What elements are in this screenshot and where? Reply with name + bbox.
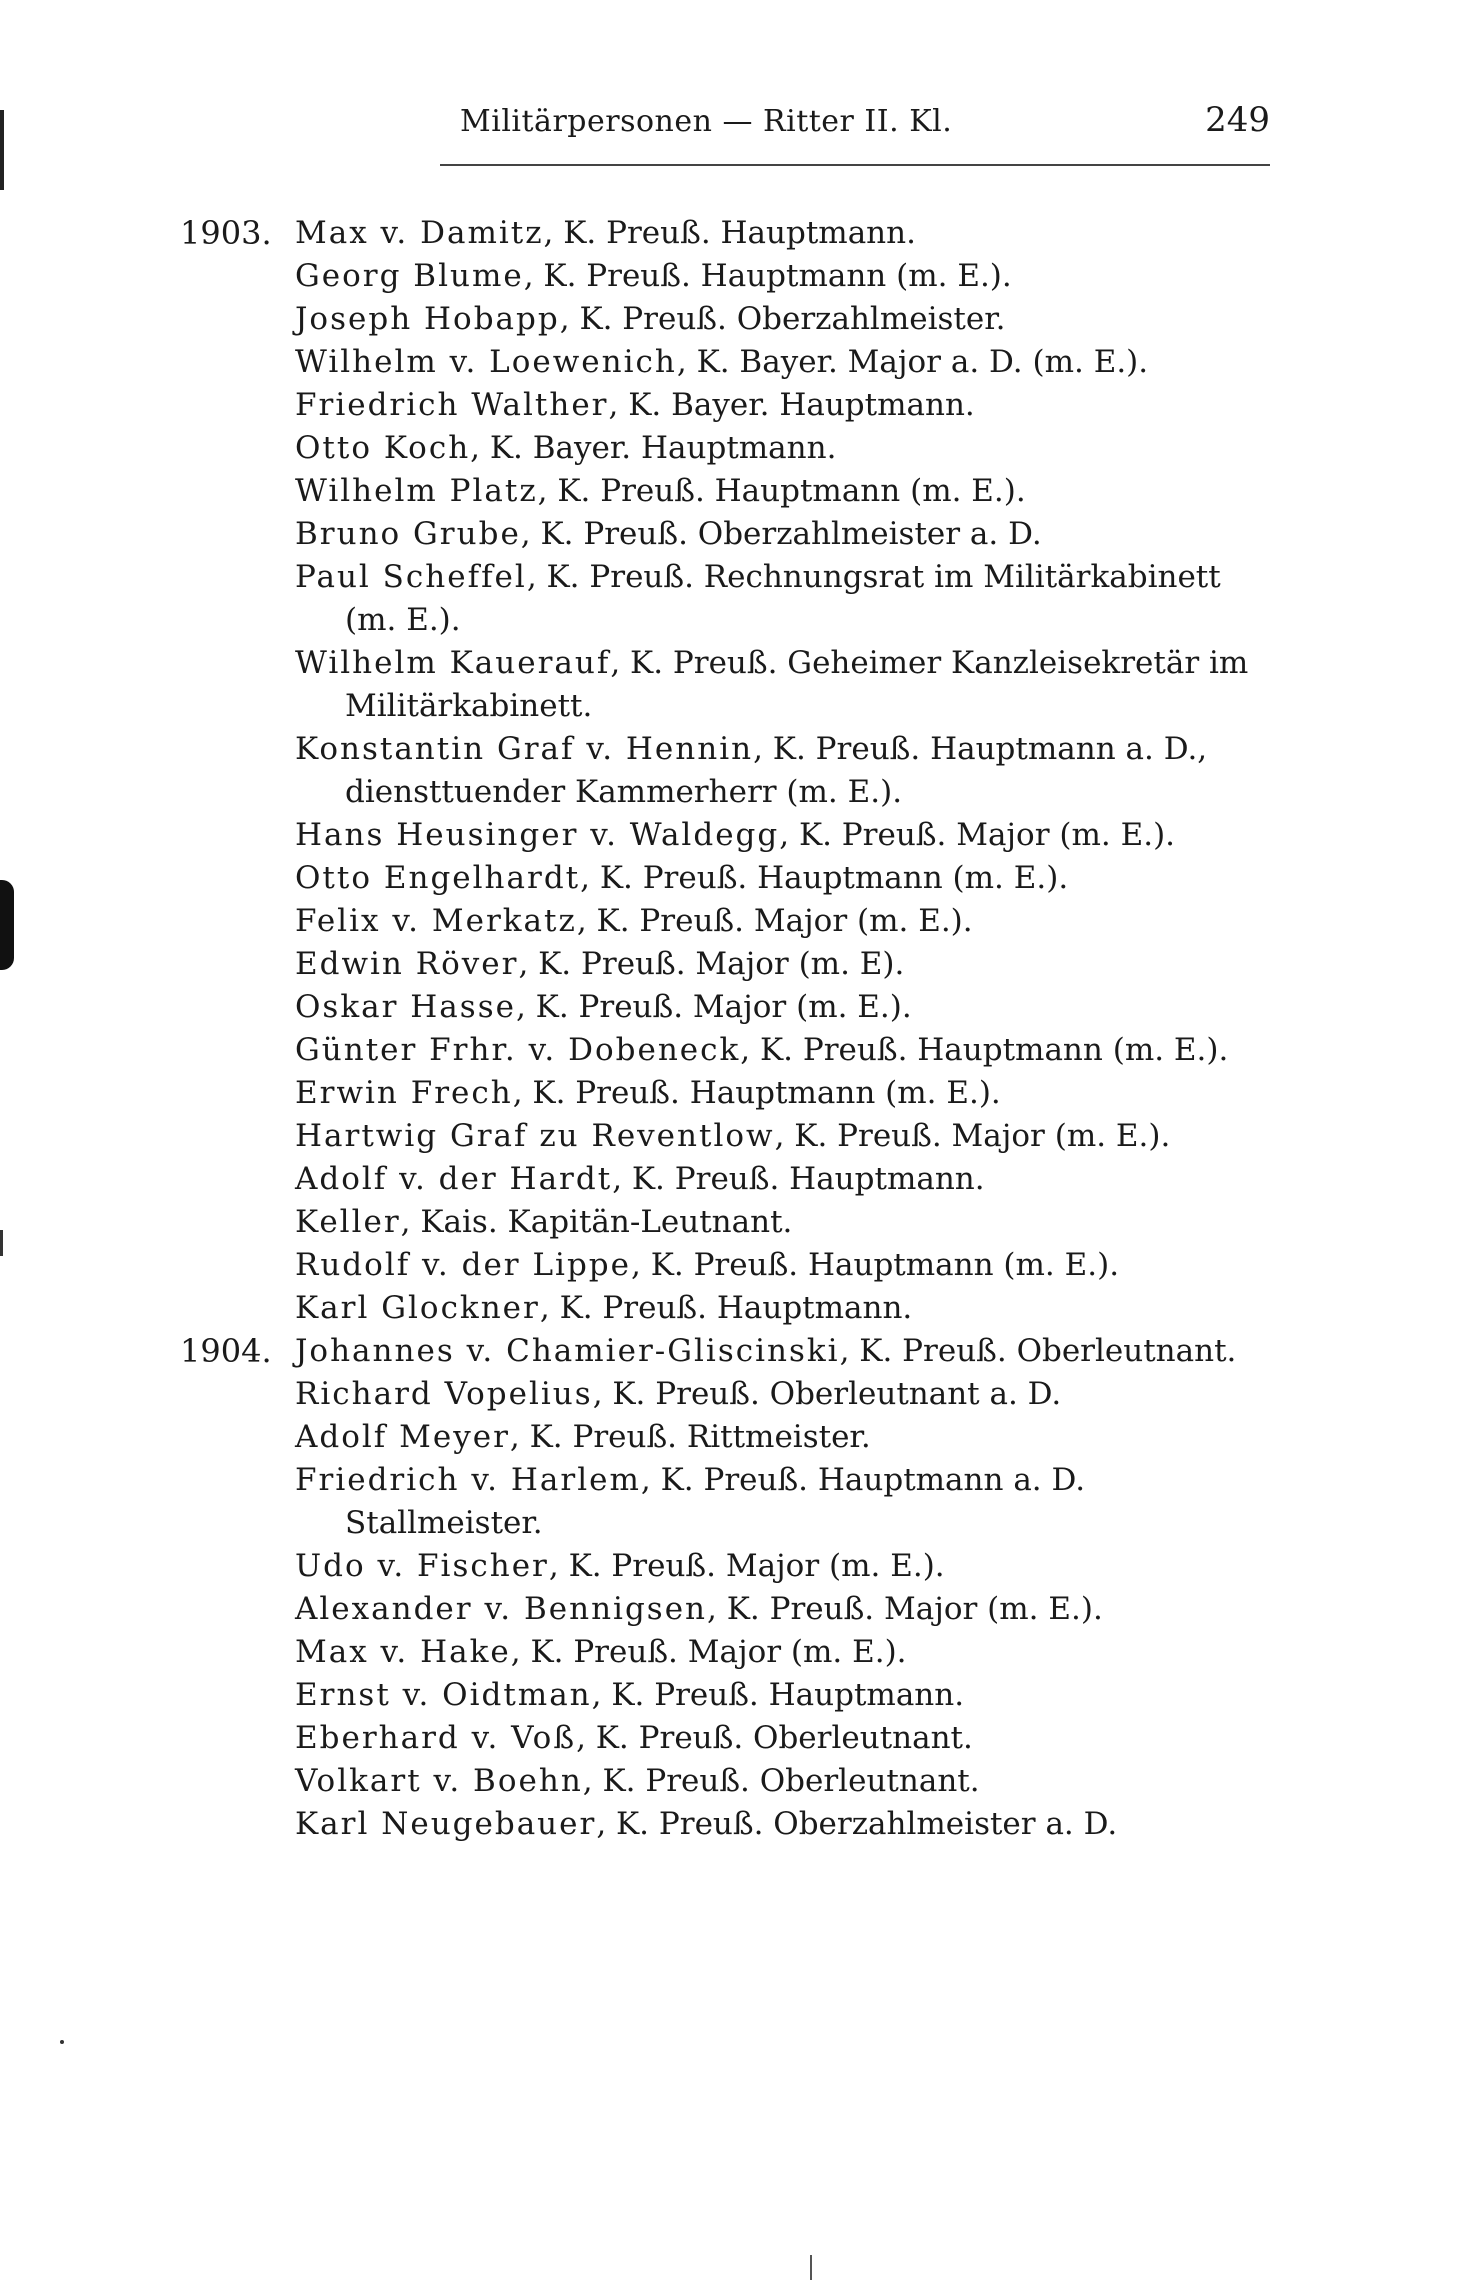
list-item <box>295 1760 1270 1803</box>
list-item <box>295 556 1270 642</box>
list-item <box>295 1244 1270 1287</box>
person-name: Volkart v. Boehn <box>295 1763 583 1799</box>
person-title: , K. Preuß. Major (m. E.). <box>774 1118 1171 1154</box>
person-name: Wilhelm v. Loewenich <box>295 344 677 380</box>
list-item <box>295 384 1270 427</box>
person-name: Friedrich v. Harlem <box>295 1462 641 1498</box>
person-title: , K. Preuß. Oberleutnant a. D. <box>592 1376 1062 1412</box>
person-name: Oskar Hasse <box>295 989 516 1025</box>
scan-ink-blot <box>0 880 14 970</box>
person-name: Adolf v. der Hardt <box>295 1161 613 1197</box>
person-name: Bruno Grube <box>295 516 521 552</box>
person-title: , Kais. Kapitän-Leutnant. <box>400 1204 793 1240</box>
person-name: Keller <box>295 1204 401 1240</box>
person-name: Paul Scheffel <box>295 559 527 595</box>
list-item <box>295 1158 1270 1201</box>
person-title: , K. Preuß. Hauptmann (m. E.). <box>580 860 1069 896</box>
person-title: , K. Preuß. Major (m. E.). <box>576 903 973 939</box>
person-name: Friedrich Walther <box>295 387 609 423</box>
year-label: 1903. <box>180 214 272 252</box>
person-name: Edwin Röver <box>295 946 519 982</box>
list-item <box>295 1201 1270 1244</box>
list-item <box>295 814 1270 857</box>
list-item <box>295 1631 1270 1674</box>
list-item <box>295 298 1270 341</box>
person-name: Udo v. Fischer <box>295 1548 549 1584</box>
person-name: Erwin Frech <box>295 1075 513 1111</box>
list-item <box>295 513 1270 556</box>
person-title: , K. Preuß. Major (m. E.). <box>510 1634 907 1670</box>
person-title: , K. Bayer. Hauptmann. <box>608 387 975 423</box>
person-title: , K. Preuß. Rechnungsrat im Militärkabinett (m. E.). <box>345 559 1221 638</box>
person-title: , K. Preuß. Hauptmann. <box>591 1677 965 1713</box>
person-name: Konstantin Graf v. Hennin <box>295 731 754 767</box>
person-name: Wilhelm Kauerauf <box>295 645 611 681</box>
person-title: , K. Preuß. Hauptmann (m. E.). <box>631 1247 1120 1283</box>
scan-edge-mark <box>0 110 4 190</box>
list-item <box>295 1717 1270 1760</box>
year-group-1903 <box>180 212 1270 1330</box>
person-title: , K. Preuß. Hauptmann. <box>539 1290 913 1326</box>
person-name: Ernst v. Oidtman <box>295 1677 592 1713</box>
list-item <box>295 470 1270 513</box>
footer-mark <box>810 2255 812 2280</box>
person-title: , K. Preuß. Hauptmann (m. E.). <box>740 1032 1229 1068</box>
person-name: Adolf Meyer <box>295 1419 510 1455</box>
year-group-1904 <box>180 1330 1270 1846</box>
list-item <box>295 1072 1270 1115</box>
person-name: Max v. Hake <box>295 1634 511 1670</box>
person-title: , K. Preuß. Hauptmann a. D. Stallmeister. <box>345 1462 1086 1541</box>
year-label: 1904. <box>180 1332 272 1370</box>
list-item <box>295 1416 1270 1459</box>
list-item <box>295 1459 1270 1545</box>
person-title: , K. Preuß. Rittmeister. <box>509 1419 871 1455</box>
list-item <box>295 1115 1270 1158</box>
person-name: Joseph Hobapp <box>295 301 560 337</box>
person-name: Karl Glockner <box>295 1290 540 1326</box>
person-title: , K. Preuß. Hauptmann a. D., diensttuender Kammerherr (m. E.). <box>345 731 1208 810</box>
list-item <box>295 1588 1270 1631</box>
list-item <box>295 986 1270 1029</box>
person-title: , K. Preuß. Geheimer Kanzleisekretär im Militärkabinett. <box>345 645 1249 724</box>
list-item <box>295 1803 1270 1846</box>
person-title: , K. Preuß. Major (m. E.). <box>515 989 912 1025</box>
list-item <box>295 1029 1270 1072</box>
person-name: Eberhard v. Voß <box>295 1720 577 1756</box>
list-item <box>295 728 1270 814</box>
person-title: , K. Preuß. Hauptmann. <box>543 215 916 251</box>
person-title: , K. Preuß. Hauptmann (m. E.). <box>523 258 1012 294</box>
list-item <box>295 1373 1270 1416</box>
list-item <box>295 642 1270 728</box>
list-item <box>295 1287 1270 1330</box>
person-name: Rudolf v. der Lippe <box>295 1247 631 1283</box>
person-name: Hartwig Graf zu Reventlow <box>295 1118 775 1154</box>
scan-speck <box>60 2040 64 2044</box>
list-item <box>295 943 1270 986</box>
running-head: Militärpersonen — Ritter II. Kl. <box>460 104 953 139</box>
person-title: , K. Bayer. Hauptmann. <box>470 430 837 466</box>
person-name: Günter Frhr. v. Dobeneck <box>295 1032 741 1068</box>
person-title: , K. Preuß. Oberleutnant. <box>582 1763 980 1799</box>
list-item <box>295 255 1270 298</box>
person-title: , K. Preuß. Hauptmann (m. E.). <box>512 1075 1001 1111</box>
person-title: , K. Preuß. Oberzahlmeister a. D. <box>520 516 1042 552</box>
person-title: , K. Preuß. Oberleutnant. <box>839 1333 1237 1369</box>
person-name: Richard Vopelius <box>295 1376 593 1412</box>
person-title: , K. Preuß. Hauptmann (m. E.). <box>537 473 1026 509</box>
person-name: Felix v. Merkatz <box>295 903 577 939</box>
person-name: Georg Blume <box>295 258 524 294</box>
person-title: , K. Preuß. Major (m. E). <box>518 946 905 982</box>
person-name: Wilhelm Platz <box>295 473 538 509</box>
list-item <box>295 427 1270 470</box>
header-rule <box>440 164 1270 166</box>
person-title: , K. Preuß. Oberleutnant. <box>576 1720 973 1756</box>
person-name: Otto Engelhardt <box>295 860 581 896</box>
person-title: , K. Preuß. Oberzahlmeister. <box>559 301 1006 337</box>
person-name: Max v. Damitz <box>295 215 544 251</box>
person-title: , K. Preuß. Hauptmann. <box>612 1161 985 1197</box>
person-name: Otto Koch <box>295 430 471 466</box>
person-title: , K. Preuß. Oberzahlmeister a. D. <box>596 1806 1118 1842</box>
entry-list <box>180 212 1270 1846</box>
person-title: , K. Preuß. Major (m. E.). <box>779 817 1176 853</box>
page-number: 249 <box>1205 100 1270 140</box>
list-item <box>295 1330 1270 1373</box>
person-name: Alexander v. Bennigsen <box>295 1591 708 1627</box>
scan-edge-mark <box>0 1230 3 1256</box>
page-header <box>440 100 1270 160</box>
person-title: , K. Bayer. Major a. D. (m. E.). <box>676 344 1149 380</box>
person-name: Johannes v. Chamier-Gliscinski <box>295 1333 840 1369</box>
list-item <box>295 1545 1270 1588</box>
person-title: , K. Preuß. Major (m. E.). <box>707 1591 1103 1627</box>
person-title: , K. Preuß. Major (m. E.). <box>548 1548 945 1584</box>
list-item <box>295 212 1270 255</box>
list-item <box>295 857 1270 900</box>
person-name: Karl Neugebauer <box>295 1806 597 1842</box>
list-item <box>295 341 1270 384</box>
list-item <box>295 900 1270 943</box>
list-item <box>295 1674 1270 1717</box>
person-name: Hans Heusinger v. Waldegg <box>295 817 780 853</box>
